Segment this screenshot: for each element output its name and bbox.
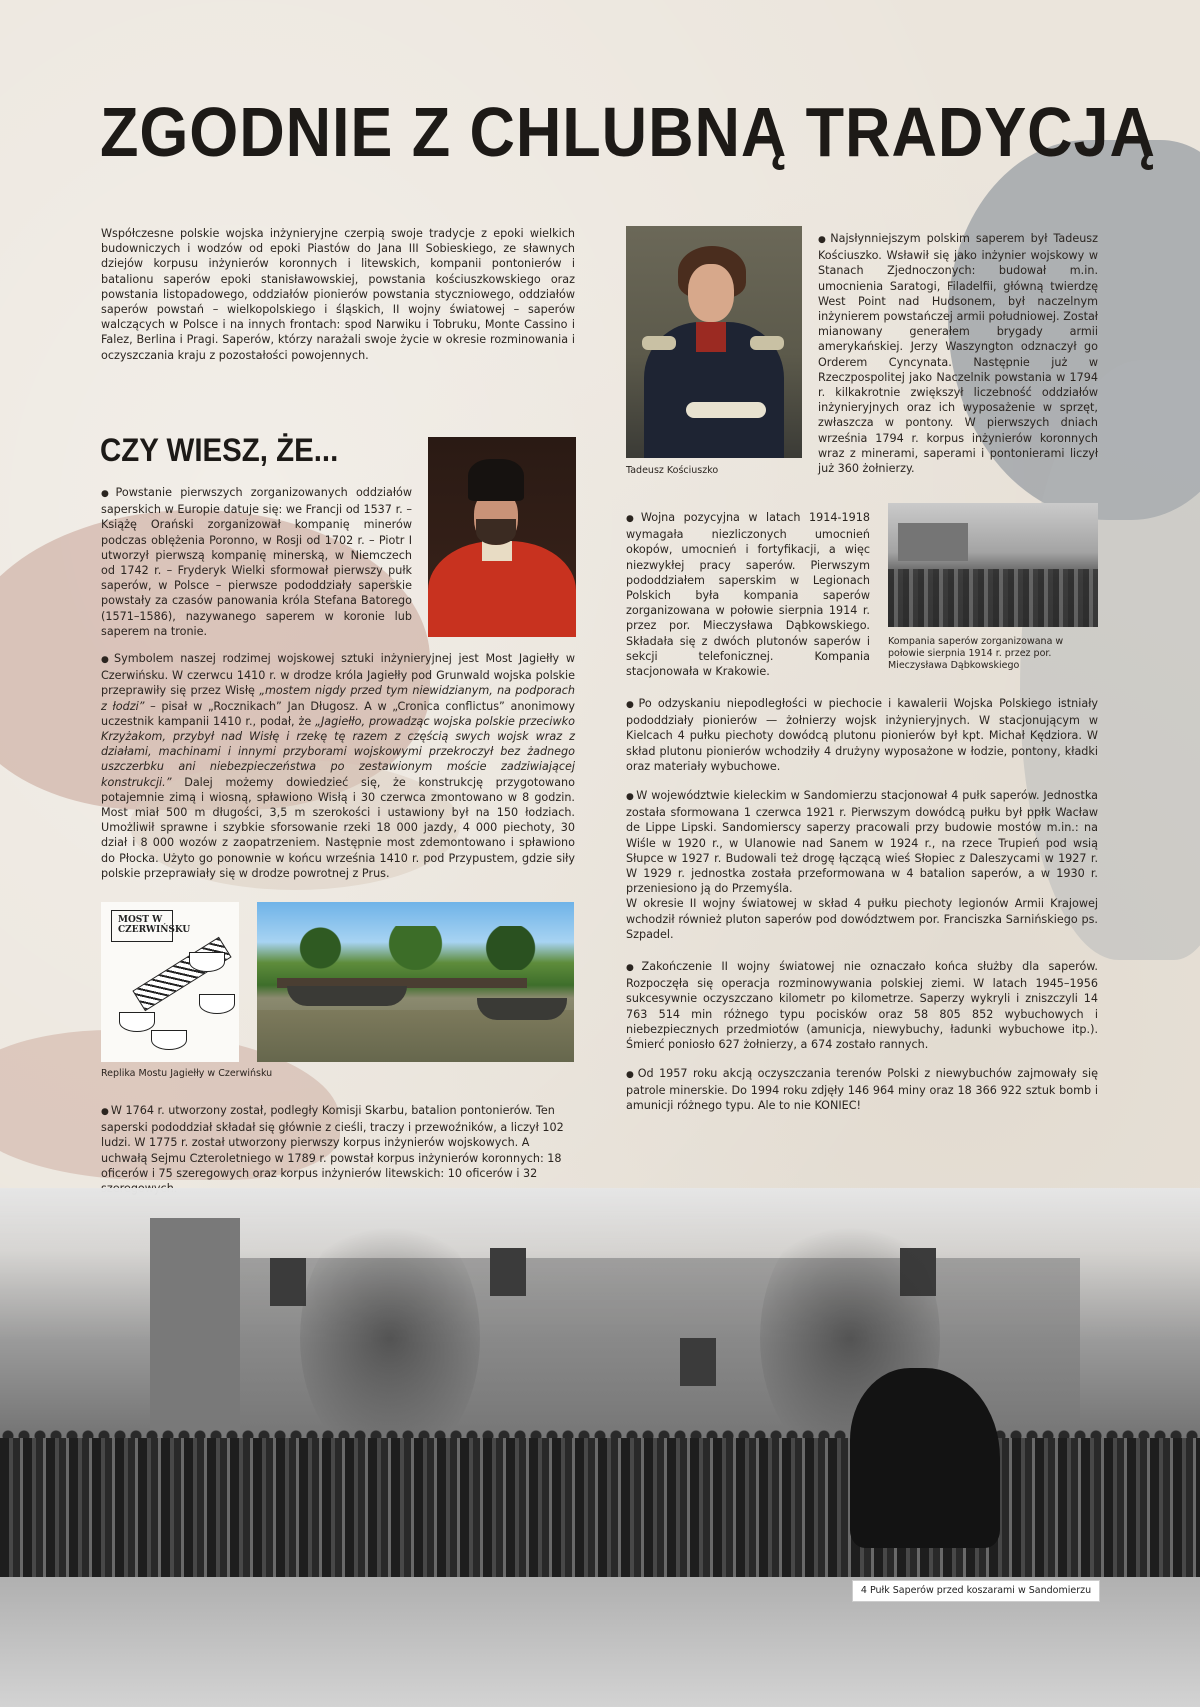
did-you-know-heading: CZY WIESZ, ŻE... bbox=[100, 432, 339, 468]
ww1-text: ● Wojna pozycyjna w latach 1914-1918 wymagała niezliczonych umocnień okopów, umocnień i fortyfikacji, a więc niezwykłej pracy saperów. Pierwszym pododdziałem saperskim w Legionach Polskich była kompania saperów zorganizowana w połowie sierpnia 1914 r. przez por. Mieczysława Dąbkowskiego. Składała się z dwóch plutonów saperów i sekcji telefonicznej. Kompania stacjonowała w Krakowie. bbox=[626, 510, 870, 679]
mine-patrols-text: ● Od 1957 roku akcją oczyszczania terenów Polski z niewybuchów zajmowały się patrole minerskie. Do 1994 roku zdjęły 146 964 miny oraz 18 366 922 sztuk bomb i amunicji różnego typu. Ale to nie KONIEC! bbox=[626, 1066, 1098, 1114]
batory-portrait bbox=[428, 437, 576, 637]
clearance-text: ● Zakończenie II wojny światowej nie oznaczało końca służby dla saperów. Rozpoczęła się operacja rozminowywania polskiej ziemi. W latach 1945–1956 sukcesywnie oczyszczano kilometr po kilometrze. Saperzy wykryli i zniszczyli 14 763 514 min różnego typu pocisków oraz 58 805 852 wybuchowych i niebezpiecznych przedmiotów (amunicja, niewybuchy, ładunki wybuchowe itp.). Śmierć poniosło 627 żołnierzy, a 674 zostało rannych. bbox=[626, 959, 1098, 1052]
regiment-paragraph: W okresie II wojny światowej w skład 4 pułku piechoty legionów Armii Krajowej wchodził również pluton saperów pod dowództwem por. Franciszka Sarnińskiego ps. Szpadel. bbox=[626, 897, 1098, 941]
pontoon-battalion-text: ● W 1764 r. utworzony został, podległy Komisji Skarbu, batalion pontonierów. Ten saperski pododdział składał się głównie z cieśli, traczy i przewoźników, a liczył 102 ludzi. W 1775 r. został utworzony pierwszy korpus inżynierów wojskowych. A uchwałą Sejmu Czteroletniego w 1789 r. powstał korpus inżynierów koronnych: 18 oficerów i 75 szeregowych oraz korpus inżynierów litewskich: 10 oficerów i 32 bbox=[101, 1103, 575, 1196]
regiment-paragraph: ● W województwie kieleckim w Sandomierzu stacjonował 4 pułk saperów. Jednostka została sformowana 1 czerwca 1921 r. Pierwszym dowódcą pułku był ppłk Wacław de Lippe Lipski. Sandomierscy saperzy pracowali przy budowie mostów m.in.: na Wiśle w 1920 r., w Ulanowie nad Sanem w 1924 r., na rzece Trupień pod wsią Słupce w 1927 r. Budowali też drogę łączącą wieś Słopiec z Daleszycami w 1927 r. W 1929 r. jednostka została przeformowana w 4 batalion saperów, a w 1930 r. przeniesiono ją do Przemyśla. bbox=[626, 788, 1098, 896]
sketch-label: MOST W CZERWIŃSKU bbox=[118, 915, 191, 935]
kosciuszko-caption: Tadeusz Kościuszko bbox=[626, 465, 719, 476]
sappers-regiment-photo bbox=[0, 1188, 1200, 1707]
independence-text: ● Po odzyskaniu niepodległości w piechocie i kawalerii Wojska Polskiego istniały pododdziały pionierów — żołnierzy wojsk inżynieryjnych. W stacjonującym w Kielcach 4 pułku piechoty dowódcą plutonu pionierów był kpt. Michał Kędziora. W skład plutonu pionierów wchodziły 4 drużyny wyposażone w łodzie, pontony, kładki oraz materiały wybuchowe. bbox=[626, 696, 1098, 774]
page-title: ZGODNIE Z CHLUBNĄ TRADYCJĄ bbox=[100, 93, 1156, 171]
bridge-replica-photo bbox=[257, 902, 574, 1062]
regiment-text bbox=[626, 788, 1098, 942]
ww1-company-photo bbox=[888, 503, 1098, 627]
bridge-caption: Replika Mostu Jagiełły w Czerwińsku bbox=[101, 1068, 273, 1079]
kosciuszko-portrait bbox=[626, 226, 802, 458]
bridge-sketch bbox=[101, 902, 239, 1062]
bottom-photo-caption: 4 Pułk Saperów przed koszarami w Sandomierzu bbox=[852, 1580, 1100, 1602]
first-units-text: ● Powstanie pierwszych zorganizowanych oddziałów saperskich w Europie datuje się: we Francji od 1537 r. – Książę Orański zorganizował kompanię minerów podczas oblężenia Poronno, w Rosji od 1702 r. – Piotr I utworzył pierwszą kompanię minerską, w Niemczech od 1742 r. – Fryderyk Wielki sformował pierwszy pułk saperów, w Polsce – pierwsze pododdziały saperskie powstały za czasów panowania króla Stefana Batorego (1571–1586), nazywanego saperem w koronie lub saperem na tronie. bbox=[101, 485, 412, 639]
jagiello-bridge-text: ● Symbolem naszej rodzimej wojskowej sztuki inżynieryjnej jest Most Jagiełły w Czerwińsku. W czerwcu 1410 r. w drodze króla Jagiełły pod Grunwald wojska polskie przeprawiły się przez Wisłę „mostem nigdy przed tym niewidzianym, na podporach z łodzi” – pisał w „Rocznikach” Jan Długosz. A w „Cronica conflictus” anonimowy uczestnik kampanii 1410 r., podał, że „Jagiełło, prowadząc wojska polskie przeciwko Krzyżakom, przybył nad Wisłę i rzekę tę razem z częścią swych wojsk wraz z działami, machinami i innymi przyborami wojskowymi przekroczył bez żadnego uszczerbku ani niebezpieczeństwa po zestawionym moście zadziwiającej konstrukcji.” Dalej możemy dowiedzieć się, że konstrukcję przygotowano potajemnie zimą i wiosną, spławiono Wisłą i 30 czerwca zmontowano w 8 godzin. Most miał 500 m długości, 3,5 m szerokości i ustawiony był na 150 łodziach. Umożliwił sprawne i szybkie sforsowanie rzeki 18 000 jazdy, 4 000 piechoty, 30 dział i 8 000 wozów z zaopatrzeniem. Następnie most zdemontowano i spławiono do Płocka. Użyto go ponownie w końcu września 1410 r. pod Przypustem, gdzie siły polskie przeprawiały się w drodze powrotnej z Prus. bbox=[101, 651, 575, 881]
ww1-caption: Kompania saperów zorganizowana w połowie sierpnia 1914 r. przez por. Mieczysława Dąbkowskiego bbox=[888, 636, 1064, 671]
kosciuszko-text: ● Najsłynniejszym polskim saperem był Tadeusz Kościuszko. Wsławił się jako inżynier wojskowy w Stanach Zjednoczonych: budował m.in. umocnienia Saratogi, Filadelfii, główną twierdzę West Point nad Hudsonem, był naczelnym inżynierem powstańczej armii południowej. Został mianowany generałem brygady armii amerykańskiej. Jerzy Waszyngton odznaczył go Orderem Cyncynata. Następnie już w Rzeczpospolitej jako Naczelnik powstania w 1794 r. kilkakrotnie zwiększył liczebność oddziałów inżynieryjnych oraz ich wyposażenie w sprzęt, zwłaszcza w pontony. W pierwszych dniach września 1794 r. korpus inżynierów koronnych wraz z minerami, saperami i pontonierami liczył już 360 żołnierzy. bbox=[818, 231, 1098, 476]
intro-text: Współczesne polskie wojska inżynieryjne czerpią swoje tradycje z epoki wielkich budowniczych i wodzów od epoki Piastów do Jana III Sobieskiego, ze sławnych dziejów korpusu inżynierów koronnych i litewskich, kompanii pontonierów i batalionu saperów epoki stanisławowskiej, powstania kościuszkowskiego oraz powstania listopadowego, oddziałów pionierów powstania styczniowego, oddziałów saperów powstań – wielkopolskiego i śląskich, II wojny światowej – saperów walczących w Polsce i na innych frontach: spod Narwiku i Tobruku, Monte Cassino i Falez, Berlina i Pragi. Saperów, którzy narażali swoje życie w okresie rozminowania i oczyszczania kraju z pozostałości powojennych. bbox=[101, 227, 575, 362]
